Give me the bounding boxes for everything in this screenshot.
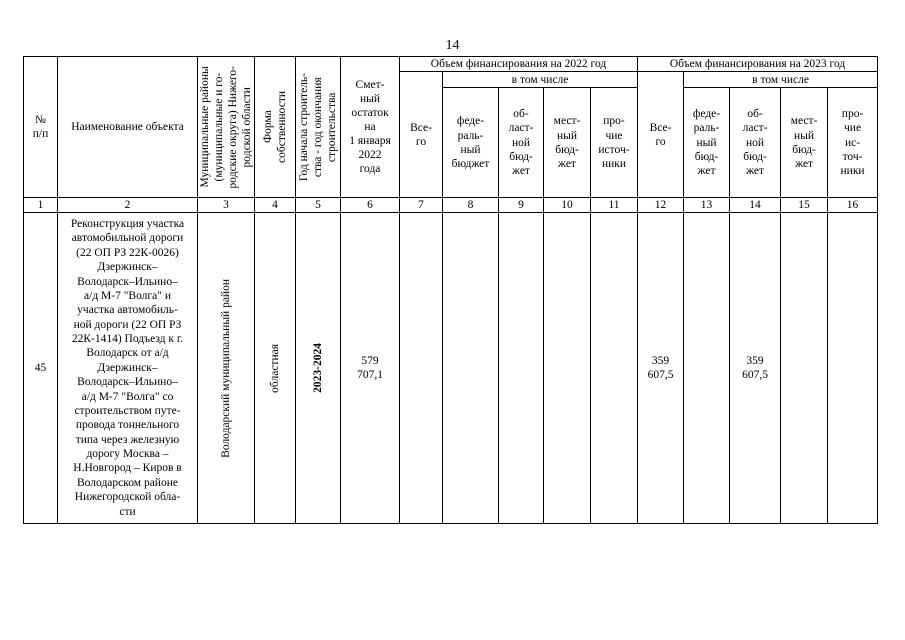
header-total-2023: Все- го [638, 72, 684, 198]
column-number: 6 [341, 198, 400, 213]
header-ownership-text: Форма собственности [261, 91, 288, 163]
row-object-name: Реконструкция участка автомобильной дороги (22 ОП РЗ 22К-0026) Дзержинск– Володарск–Ильино– а/д М-7 "Волга" и участка автомобиль- ной дороги (22 ОП РЗ 22К-1414) Подъезд к г. Володарск от а/д Дзержинск– Володарск–Ильино– а/д М-7 "Волга" со строительством путе- провода тоннельного типа через железную дорогу Москва – Н.Новгород – Киров в Володарском районе Нижегородской обла- сти [58, 213, 198, 524]
column-number: 15 [781, 198, 828, 213]
header-ownership [255, 57, 296, 198]
row-federal-2023 [684, 213, 730, 524]
header-group-2022: Объем финансирования на 2022 год [400, 57, 638, 72]
header-other-2023: про- чие ис- точ- ники [828, 88, 878, 198]
row-regional-2023: 359 607,5 [730, 213, 781, 524]
header-local-2023: мест- ный бюд- жет [781, 88, 828, 198]
column-number: 2 [58, 198, 198, 213]
row-local-2023 [781, 213, 828, 524]
column-number: 10 [544, 198, 591, 213]
row-balance: 579 707,1 [341, 213, 400, 524]
header-other-2022: про- чие источ- ники [591, 88, 638, 198]
column-number: 14 [730, 198, 781, 213]
financing-table [23, 56, 878, 524]
row-years [296, 213, 341, 524]
row-ownership-text: областная [268, 343, 281, 393]
header-total-2022: Все- го [400, 72, 443, 198]
row-num: 45 [24, 213, 58, 524]
header-districts-text: Муниципальные районы (муниципальные и го- родские округа) Нижего- родской области [198, 65, 254, 189]
column-number-row [24, 198, 878, 213]
column-number: 7 [400, 198, 443, 213]
header-local-2022: мест- ный бюд- жет [544, 88, 591, 198]
header-years-text: Год начала строитель- ства - год окончания строительства [297, 72, 339, 182]
header-federal-2023: феде- раль- ный бюд- жет [684, 88, 730, 198]
page-number: 14 [445, 38, 460, 53]
header-regional-2022: об- ласт- ной бюд- жет [499, 88, 544, 198]
column-number: 9 [499, 198, 544, 213]
row-other-2022 [591, 213, 638, 524]
column-number: 3 [198, 198, 255, 213]
row-federal-2022 [443, 213, 499, 524]
row-other-2023 [828, 213, 878, 524]
column-number: 5 [296, 198, 341, 213]
header-regional-2023: об- ласт- ной бюд- жет [730, 88, 781, 198]
header-balance: Смет- ный остаток на 1 января 2022 года [341, 57, 400, 198]
row-local-2022 [544, 213, 591, 524]
column-number: 4 [255, 198, 296, 213]
row-total-2023: 359 607,5 [638, 213, 684, 524]
table-row [24, 213, 878, 524]
header-num: № п/п [24, 57, 58, 198]
row-district [198, 213, 255, 524]
header-years [296, 57, 341, 198]
column-number: 11 [591, 198, 638, 213]
row-total-2022 [400, 213, 443, 524]
column-number: 16 [828, 198, 878, 213]
column-number: 12 [638, 198, 684, 213]
header-name: Наименование объекта [58, 57, 198, 198]
column-number: 1 [24, 198, 58, 213]
header-including-2022: в том числе [443, 72, 638, 88]
header-including-2023: в том числе [684, 72, 878, 88]
column-number: 8 [443, 198, 499, 213]
header-districts [198, 57, 255, 198]
row-ownership [255, 213, 296, 524]
row-regional-2022 [499, 213, 544, 524]
column-number: 13 [684, 198, 730, 213]
row-years-text: 2023-2024 [311, 343, 324, 393]
header-federal-2022: феде- раль- ный бюджет [443, 88, 499, 198]
header-group-2023: Объем финансирования на 2023 год [638, 57, 878, 72]
row-district-text: Володарский муниципальный район [219, 278, 232, 458]
